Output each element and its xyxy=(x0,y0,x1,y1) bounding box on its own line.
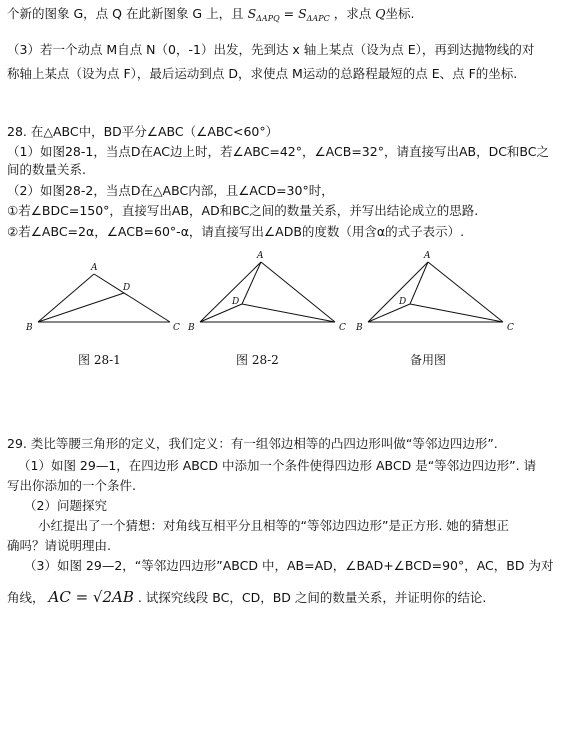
caption-spare-fig: 备用图 xyxy=(410,353,447,367)
q27-part3-line1: （3）若一个动点 M自点 N（0，-1）出发，先到达 x 轴上某点（设为点 E），再到达抛物线的对 xyxy=(7,42,535,57)
figure-spare xyxy=(368,262,503,322)
q29-part1-line1: （1）如图 29—1，在四边形 ABCD 中添加一个条件使得四边形 ABCD 是“等邻边四边形”. 请 xyxy=(18,458,537,473)
fig1-label-b: B xyxy=(26,323,33,333)
q29-part1-line2: 写出你添加的一个条件. xyxy=(7,478,136,493)
q29-part3-line2 xyxy=(7,589,486,606)
line-1-text-a: 个新的图象 G，点 Q 在此新图象 G 上，且 xyxy=(7,6,244,21)
line-1-text-b: ，求点 xyxy=(333,6,372,21)
area-equation: $S_{\Delta APQ} = S_{\Delta APC}$ xyxy=(247,6,330,23)
q29-part3-line1: （3）如图 29—2，“等邻边四边形”ABCD 中，AB=AD，∠BAD+∠BCD=90°，AC，BD 为对 xyxy=(24,558,554,573)
fig3-label-c: C xyxy=(507,323,514,333)
q28-part2-b: ②若∠ABC=2α，∠ACB=60°-α，请直接写出∠ADB的度数（用含α的式子表示）. xyxy=(7,224,465,239)
q28-part1-line1: （1）如图28-1，当点D在AC边上时，若∠ABC=42°，∠ACB=32°，请直接写出AB，DC和BC之 xyxy=(7,144,550,159)
fig3-label-b: B xyxy=(356,323,363,333)
q29-part3-prefix: 角线， xyxy=(7,590,45,605)
fig2-label-b: B xyxy=(188,323,195,333)
q29-title: 29. 类比等腰三角形的定义，我们定义：有一组邻边相等的凸四边形叫做“等邻边四边形”. xyxy=(7,436,498,451)
q29-part2-line1: 小红提出了一个猜想：对角线互相平分且相等的“等邻边四边形”是正方形. 她的猜想正 xyxy=(38,518,509,533)
q29-part2: （2）问题探究 xyxy=(24,498,107,513)
point-q: Q xyxy=(375,6,386,21)
figure-28-2 xyxy=(200,262,335,322)
fig1-label-a: A xyxy=(91,263,98,273)
caption-fig-28-1: 图 28-1 xyxy=(78,353,121,367)
q27-part3-line2: 称轴上某点（设为点 F），最后运动到点 D，求使点 M运动的总路程最短的点 E、点 F的坐标. xyxy=(7,66,518,81)
fig3-label-a: A xyxy=(424,251,431,261)
q28-part2-a: ①若∠BDC=150°，直接写出AB，AD和BC之间的数量关系，并写出结论成立的思路. xyxy=(7,203,479,218)
fig3-label-d: D xyxy=(399,297,407,307)
caption-fig-28-2: 图 28-2 xyxy=(236,353,279,367)
q28-part1-line2: 间的数量关系. xyxy=(7,162,86,177)
fig1-label-d: D xyxy=(123,283,131,293)
fig2-label-d: D xyxy=(232,297,240,307)
ac-equation: AC = √2AB xyxy=(48,588,134,606)
line-1-text-c: 坐标. xyxy=(385,6,415,21)
fig2-label-c: C xyxy=(339,323,346,333)
figure-28-1 xyxy=(38,274,170,322)
q29-part3-suffix: . 试探究线段 BC，CD，BD 之间的数量关系，并证明你的结论. xyxy=(137,590,487,605)
q29-part2-line2: 确吗？请说明理由. xyxy=(7,538,111,553)
q28-title: 28. 在△ABC中，BD平分∠ABC（∠ABC<60°） xyxy=(7,124,279,139)
figures xyxy=(0,250,573,360)
fig2-label-a: A xyxy=(257,251,264,261)
fig1-label-c: C xyxy=(173,323,180,333)
q28-part2: （2）如图28-2，当点D在△ABC内部，且∠ACD=30°时， xyxy=(7,183,334,198)
line-1 xyxy=(7,6,414,27)
